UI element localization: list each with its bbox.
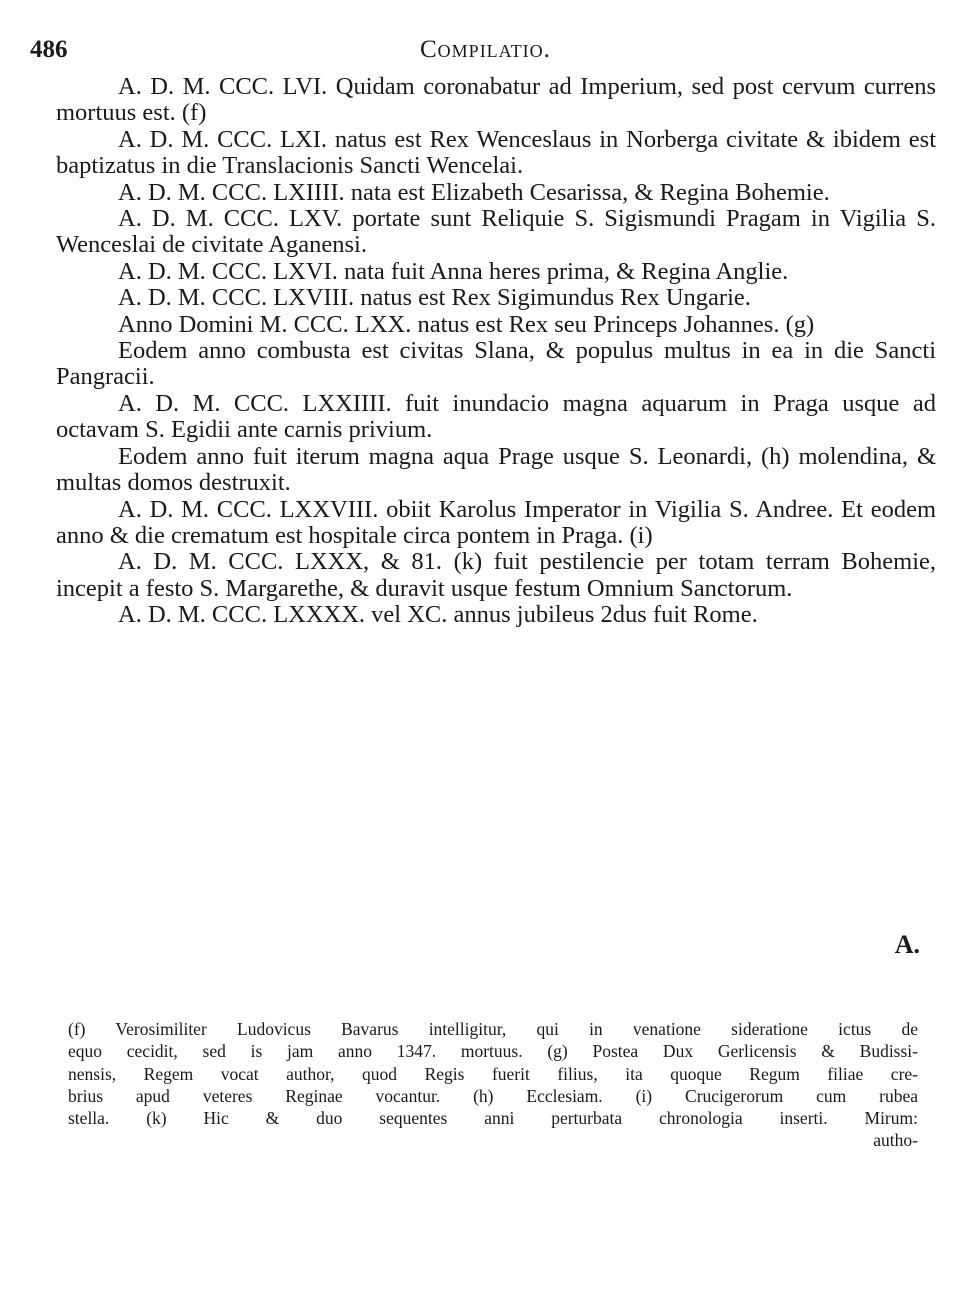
footnotes [68,1018,918,1152]
page-number: 486 [30,36,68,63]
chronicle-entry: Eodem anno fuit iterum magna aqua Prage usque S. Leonardi, (h) molendina, & multas domos destruxit. [56,442,936,497]
chronicle-entry: A. D. M. CCC. LXI. natus est Rex Wenceslaus in Norberga civitate & ibidem est baptizatus in die Translacionis Sancti Wencelai. [56,125,936,180]
chronicle-entry: A. D. M. CCC. LXIIII. nata est Elizabeth Cesarissa, & Regina Bohemie. [118,178,830,206]
footnote-line: nensis, Regem vocat author, quod Regis fuerit filius, ita quoque Regum filiae cre- [68,1063,918,1084]
footnote-line: equo cecidit, sed is jam anno 1347. mortuus. (g) Postea Dux Gerlicensis & Budissi- [68,1041,918,1062]
chronicle-entry: Anno Domini M. CCC. LXX. natus est Rex seu Princeps Johannes. (g) [118,310,815,338]
footnote-line: brius apud veteres Reginae vocantur. (h) Ecclesiam. (i) Crucigerorum cum rubea [68,1085,918,1106]
chronicle-entry: A. D. M. CCC. LXXXX. vel XC. annus jubileus 2dus fuit Rome. [118,601,758,629]
footnote-line: (f) Verosimiliter Ludovicus Bavarus intelligitur, qui in venatione sideratione ictus de [68,1019,918,1039]
chronicle-entry: A. D. M. CCC. LXXX, & 81. (k) fuit pestilencie per totam terram Bohemie, incepit a festo S. Margarethe, & duravit usque festum Omnium Sanctorum. [56,548,936,602]
chronicle-body [56,74,936,629]
chronicle-entry: A. D. M. CCC. LXXIIII. fuit inundacio magna aquarum in Praga usque ad octavam S. Egidii ante carnis privium. [56,389,936,444]
footnote-line: stella. (k) Hic & duo sequentes anni perturbata chronologia inserti. Mirum: [68,1108,918,1129]
chronicle-entry: A. D. M. CCC. LXV. portate sunt Reliquie S. Sigismundi Pragam in Vigilia S. Wenceslai de civitate Aganensi. [56,205,936,259]
running-title: Compilatio. [420,36,551,63]
chronicle-entry: A. D. M. CCC. LXVIII. natus est Rex Sigimundus Rex Ungarie. [118,284,751,312]
chronicle-entry: A. D. M. CCC. LXVI. nata fuit Anna heres prima, & Regina Anglie. [118,257,789,285]
footnote-catchword: autho- [873,1130,918,1151]
catchword: A. [894,930,920,959]
chronicle-entry: Eodem anno combusta est civitas Slana, & populus multus in ea in die Sancti Pangracii. [56,337,936,391]
chronicle-entry: A. D. M. CCC. LVI. Quidam coronabatur ad Imperium, sed post cervum currens mortuus est. (f) [56,73,936,127]
chronicle-entry: A. D. M. CCC. LXXVIII. obiit Karolus Imperator in Vigilia S. Andree. Et eodem anno & die crematum est hospitale circa pontem in Praga. (i) [56,495,936,549]
